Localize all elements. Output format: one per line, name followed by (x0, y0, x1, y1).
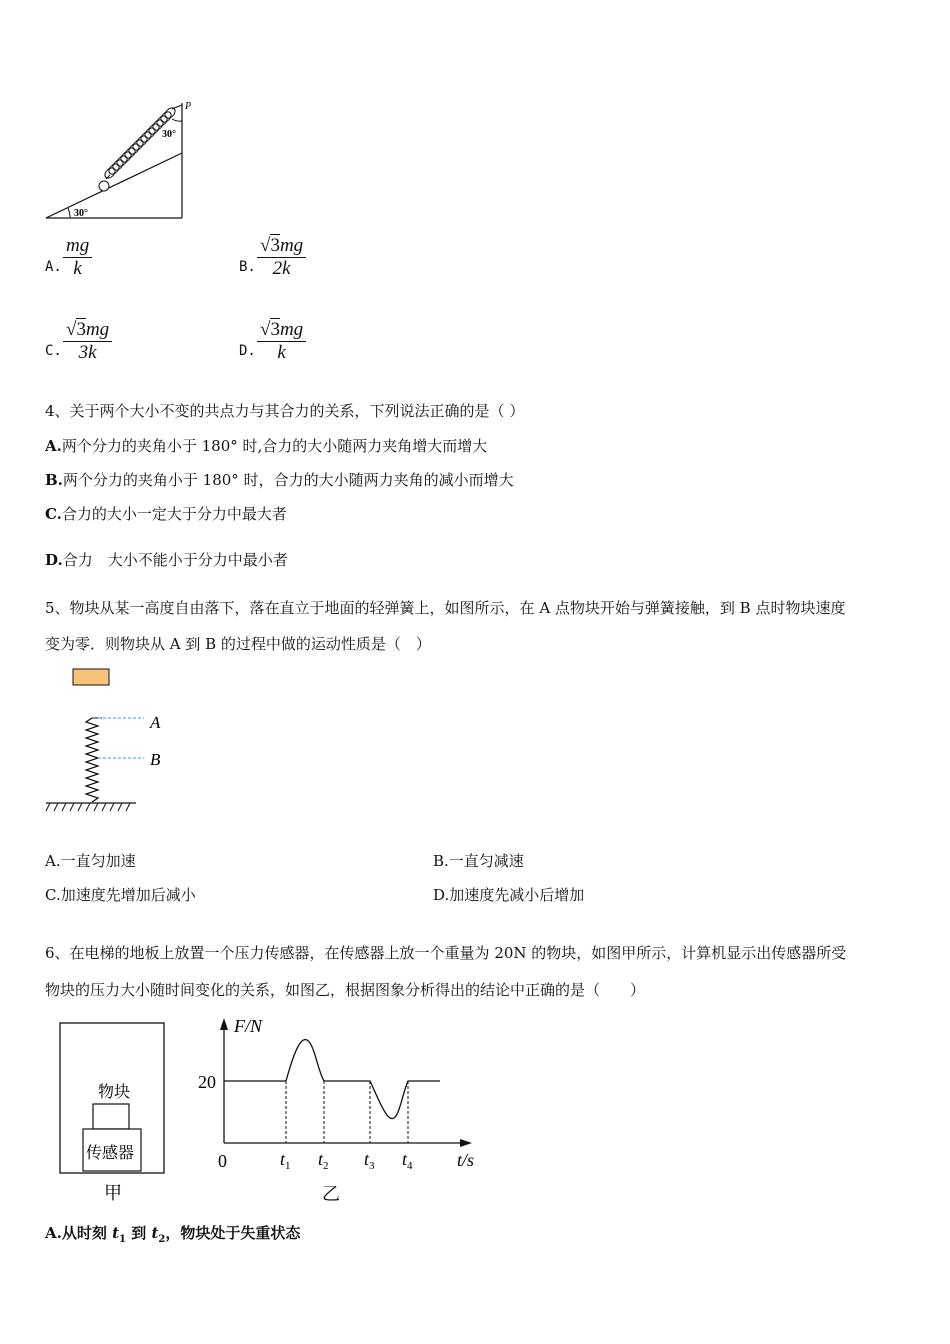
q3-fraction: $\frac{√3mg}{3k}$ (63, 319, 112, 364)
caption-yi: 乙 (322, 1184, 340, 1204)
angle-slope-label: 30° (74, 208, 88, 219)
angle-top-label: 30° (162, 129, 176, 140)
q4-option-b: B.两个分力的夹角小于 180° 时，合力的大小随两力夹角的减小而增大 (45, 471, 514, 489)
q5-stem-line2: 变为零．则物块从 A 到 B 的过程中做的运动性质是（ ） (45, 635, 431, 653)
q3-fraction: $\frac{√3mg}{2k}$ (257, 235, 306, 280)
q6-stem-line2: 物块的压力大小随时间变化的关系，如图乙，根据图象分析得出的结论中正确的是（ ） (45, 981, 646, 999)
q3-fraction: $\frac{√3mg}{k}$ (257, 319, 306, 364)
origin-label: 0 (218, 1151, 227, 1171)
q4-option-d: D.合力 大小不能小于分力中最小者 (45, 551, 288, 569)
q4-option-a: A.两个分力的夹角小于 180° 时,合力的大小随两力夹角增大而增大 (45, 437, 488, 455)
t-label-1: $t_1$ (280, 1149, 291, 1172)
incline-spring-figure (40, 95, 200, 225)
t-label-3: $t_3$ (364, 1149, 375, 1172)
q5-option-a: A.一直匀加速 (45, 852, 136, 870)
q3-option-label: C. (45, 343, 62, 359)
t-label-4: $t_4$ (402, 1149, 413, 1172)
t-tick-labels (280, 1149, 413, 1172)
y-tick-20: 20 (198, 1072, 216, 1092)
point-b-label: B (150, 750, 161, 769)
q5-option-b: B.一直匀减速 (433, 852, 524, 870)
y-axis-label: F/N (234, 1016, 263, 1036)
q3-option-label: D. (239, 343, 256, 359)
point-p-label: P (185, 101, 192, 112)
spring-block-figure (40, 662, 180, 822)
q3-option-label: A. (45, 259, 62, 275)
q5-option-d: D.加速度先减小后增加 (433, 886, 585, 904)
q3-option-label: B. (239, 259, 256, 275)
falling-block (73, 669, 109, 685)
t-label-2: $t_2$ (318, 1149, 329, 1172)
q4-stem: 4、关于两个大小不变的共点力与其合力的关系，下列说法正确的是（ ） (45, 402, 525, 420)
force-time-graph (190, 1012, 490, 1208)
q5-stem-line1: 5、物块从某一高度自由落下，落在直立于地面的轻弹簧上，如图所示，在 A 点物块开始与弹簧接触，到 B 点时物块速度 (45, 599, 846, 617)
q3-fraction: $\frac{mg}{k}$ (63, 235, 92, 280)
q6-stem-line1: 6、在电梯的地板上放置一个压力传感器，在传感器上放一个重量为 20N 的物块，如图甲所示，计算机显示出传感器所受 (45, 944, 847, 962)
q4-option-c: C.合力的大小一定大于分力中最大者 (45, 505, 287, 523)
point-a-label: A (150, 713, 161, 732)
sensor-label: 传感器 (86, 1145, 135, 1162)
block-label: 物块 (98, 1084, 131, 1101)
caption-jia: 甲 (104, 1183, 122, 1203)
x-axis-label: t/s (457, 1150, 475, 1170)
elevator-figure (55, 1018, 175, 1208)
q5-option-c: C.加速度先增加后减小 (45, 886, 196, 904)
q6-option-a: A.从时刻 $t_1$ 到 $t_2$，物块处于失重状态 (45, 1224, 301, 1245)
